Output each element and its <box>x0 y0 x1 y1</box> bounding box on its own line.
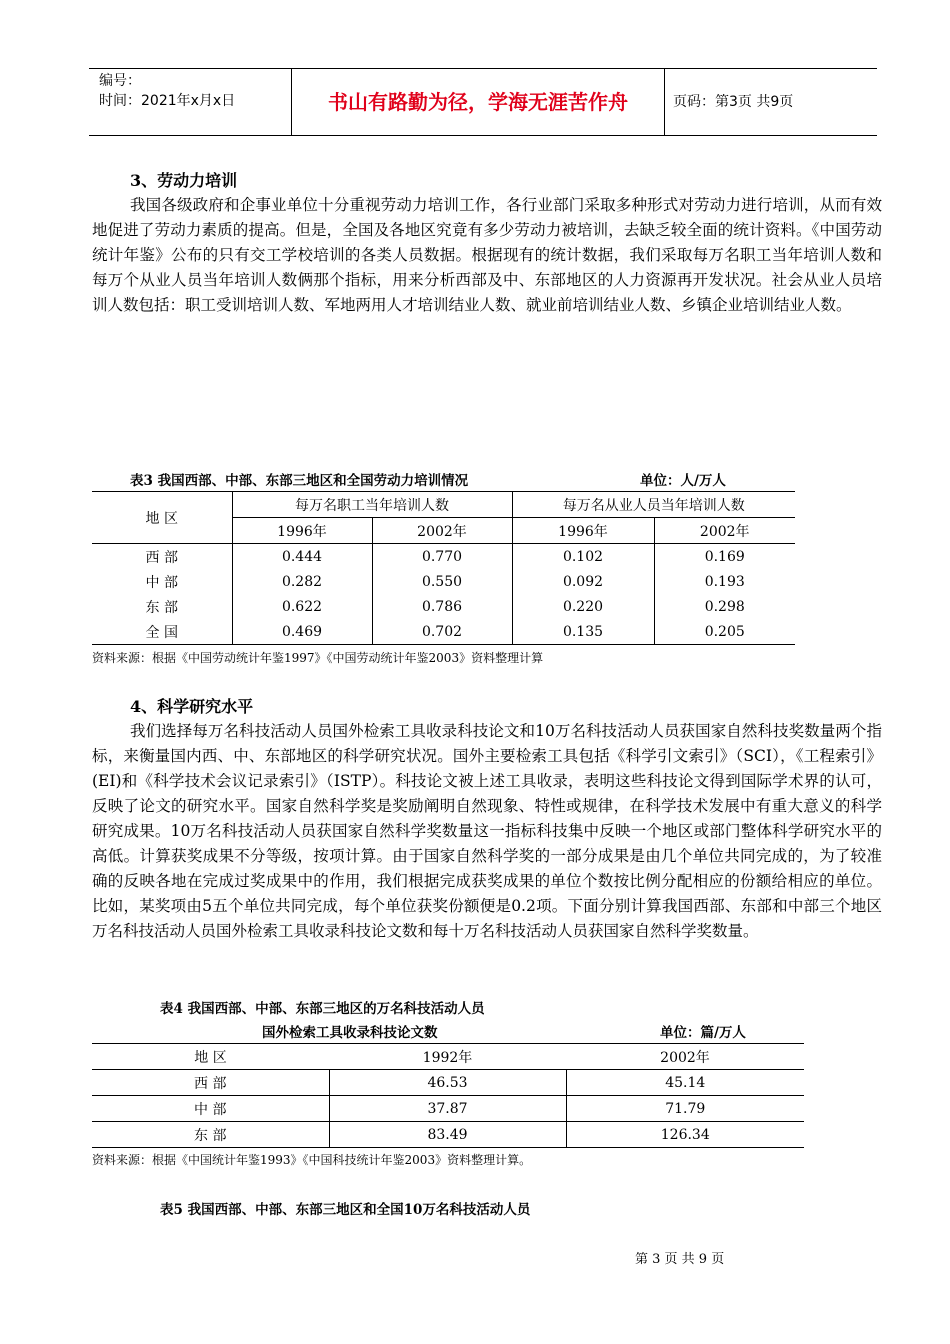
section3-paragraph: 我国各级政府和企事业单位十分重视劳动力培训工作，各行业部门采取多种形式对劳动力进行培训，从而有效地促进了劳动力素质的提高。但是，全国及各地区究竟有多少劳动力被培训，去缺乏较全面的统计资料。《中国劳动统计年鉴》公布的只有交工学校培训的各类人员数据。根据现有的统计数据，我们采取每万名职工当年培训人数和每万个从业人员当年培训人数俩那个指标，用来分析西部及中、东部地区的人力资源再开发状况。社会从业人员培训人数包括：职工受训培训人数、军地两用人才培训结业人数、就业前培训结业人数、乡镇企业培训结业人数。 <box>92 196 882 314</box>
section4-heading: 4、科学研究水平 <box>130 697 254 716</box>
table4-caption-line2: 国外检索工具收录科技论文数 <box>262 1025 438 1041</box>
table4-source: 资料来源：根据《中国统计年鉴1993》《中国科技统计年鉴2003》资料整理计算。 <box>92 1153 532 1167</box>
table-row <box>92 594 795 619</box>
page-footer: 第 3 页 共 9 页 <box>635 1252 725 1267</box>
table4-cell: 71.79 <box>665 1100 706 1117</box>
table4-region: 中 部 <box>92 1096 329 1122</box>
table4-region-header: 地 区 <box>194 1049 227 1066</box>
table3-source: 资料来源：根据《中国劳动统计年鉴1997》《中国劳动统计年鉴2003》资料整理计算 <box>92 651 544 665</box>
table4-unit: 单位：篇/万人 <box>660 1025 746 1041</box>
table3-group2-header: 每万名从业人员当年培训人数 <box>512 492 795 518</box>
table-row <box>92 1122 804 1148</box>
number-label: 编号： <box>99 73 141 89</box>
table3-year: 2002年 <box>699 523 750 540</box>
table3-cell: 0.550 <box>372 569 512 594</box>
table3-region: 西 部 <box>92 544 232 570</box>
table4-cell: 126.34 <box>660 1126 710 1143</box>
section3-heading: 3、劳动力培训 <box>130 171 238 190</box>
table3-region: 东 部 <box>92 594 232 619</box>
header-meta <box>99 71 289 111</box>
table3-caption: 表3 我国西部、中部、东部三地区和全国劳动力培训情况 <box>130 473 469 489</box>
table4-cell: 83.49 <box>329 1122 566 1148</box>
table3-group1-header: 每万名职工当年培训人数 <box>232 492 512 518</box>
table3-cell: 0.193 <box>704 573 745 590</box>
table3-cell: 0.622 <box>232 594 372 619</box>
table3-cell: 0.702 <box>372 619 512 645</box>
table-row <box>92 569 795 594</box>
table4-cell: 37.87 <box>329 1096 566 1122</box>
table3-region: 全 国 <box>92 619 232 645</box>
header-motto: 书山有路勤为径，学海无涯苦作舟 <box>291 69 665 135</box>
table4 <box>92 1043 804 1148</box>
table4-year: 1992年 <box>422 1049 473 1066</box>
table3-cell: 0.444 <box>232 544 372 570</box>
table3-cell: 0.169 <box>704 548 745 565</box>
table4-caption: 表4 我国西部、中部、东部三地区的万名科技活动人员 <box>160 1001 485 1017</box>
table-row <box>92 1070 804 1096</box>
section4-paragraph: 我们选择每万名科技活动人员国外检索工具收录科技论文和10万名科技活动人员获国家自然科技奖数量两个指标，来衡量国内西、中、东部地区的科学研究状况。国外主要检索工具包括《科学引文索引》（SCI），《工程索引》(EI)和《科学技术会议记录索引》（ISTP）。科技论文被上述工具收录，表明这些科技论文得到国际学术界的认可，反映了论文的研究水平。国家自然科学奖是奖励阐明自然现象、特性或规律，在科学技术发展中有重大意义的科学研究成果。10万名科技活动人员获国家自然科学奖数量这一指标科技集中反映一个地区或部门整体科学研究水平的高低。计算获奖成果不分等级，按项计算。由于国家自然科学奖的一部分成果是由几个单位共同完成的，为了较准确的反映各地在完成过奖成果中的作用，我们根据完成获奖成果的单位个数按比例分配相应的份额给相应的单位。比如，某奖项由5五个单位共同完成，每个单位获奖份额便是0.2项。下面分别计算我国西部、东部和中部三个地区万名科技活动人员国外检索工具收录科技论文数和每十万名科技活动人员获国家自然科学奖数量。 <box>92 722 882 940</box>
table4-region: 东 部 <box>92 1122 329 1148</box>
table4-year: 2002年 <box>660 1049 710 1066</box>
table-row <box>92 619 795 645</box>
table-row <box>92 544 795 570</box>
table3-cell: 0.220 <box>512 594 654 619</box>
table-row <box>92 1096 804 1122</box>
table4-cell: 45.14 <box>665 1074 706 1091</box>
table3-cell: 0.135 <box>512 619 654 645</box>
table3-region-header: 地 区 <box>92 492 232 544</box>
time-label: 时间：2021年x月x日 <box>99 93 236 109</box>
table3-cell: 0.786 <box>372 594 512 619</box>
table3-year: 1996年 <box>232 518 372 544</box>
page-header <box>89 68 877 136</box>
table3-cell: 0.102 <box>512 544 654 570</box>
header-page-label: 页码：第3页 共9页 <box>673 94 794 110</box>
table5-caption: 表5 我国西部、中部、东部三地区和全国10万名科技活动人员 <box>160 1202 531 1218</box>
table3-cell: 0.469 <box>232 619 372 645</box>
table3 <box>92 491 795 645</box>
table3-year: 2002年 <box>372 518 512 544</box>
table3-year: 1996年 <box>512 518 654 544</box>
table3-cell: 0.282 <box>232 569 372 594</box>
table4-region: 西 部 <box>92 1070 329 1096</box>
table3-region: 中 部 <box>92 569 232 594</box>
table3-unit: 单位：人/万人 <box>640 473 726 489</box>
table3-cell: 0.205 <box>704 623 745 640</box>
table3-cell: 0.298 <box>704 598 745 615</box>
table4-cell: 46.53 <box>329 1070 566 1096</box>
table3-cell: 0.092 <box>512 569 654 594</box>
table3-cell: 0.770 <box>372 544 512 570</box>
